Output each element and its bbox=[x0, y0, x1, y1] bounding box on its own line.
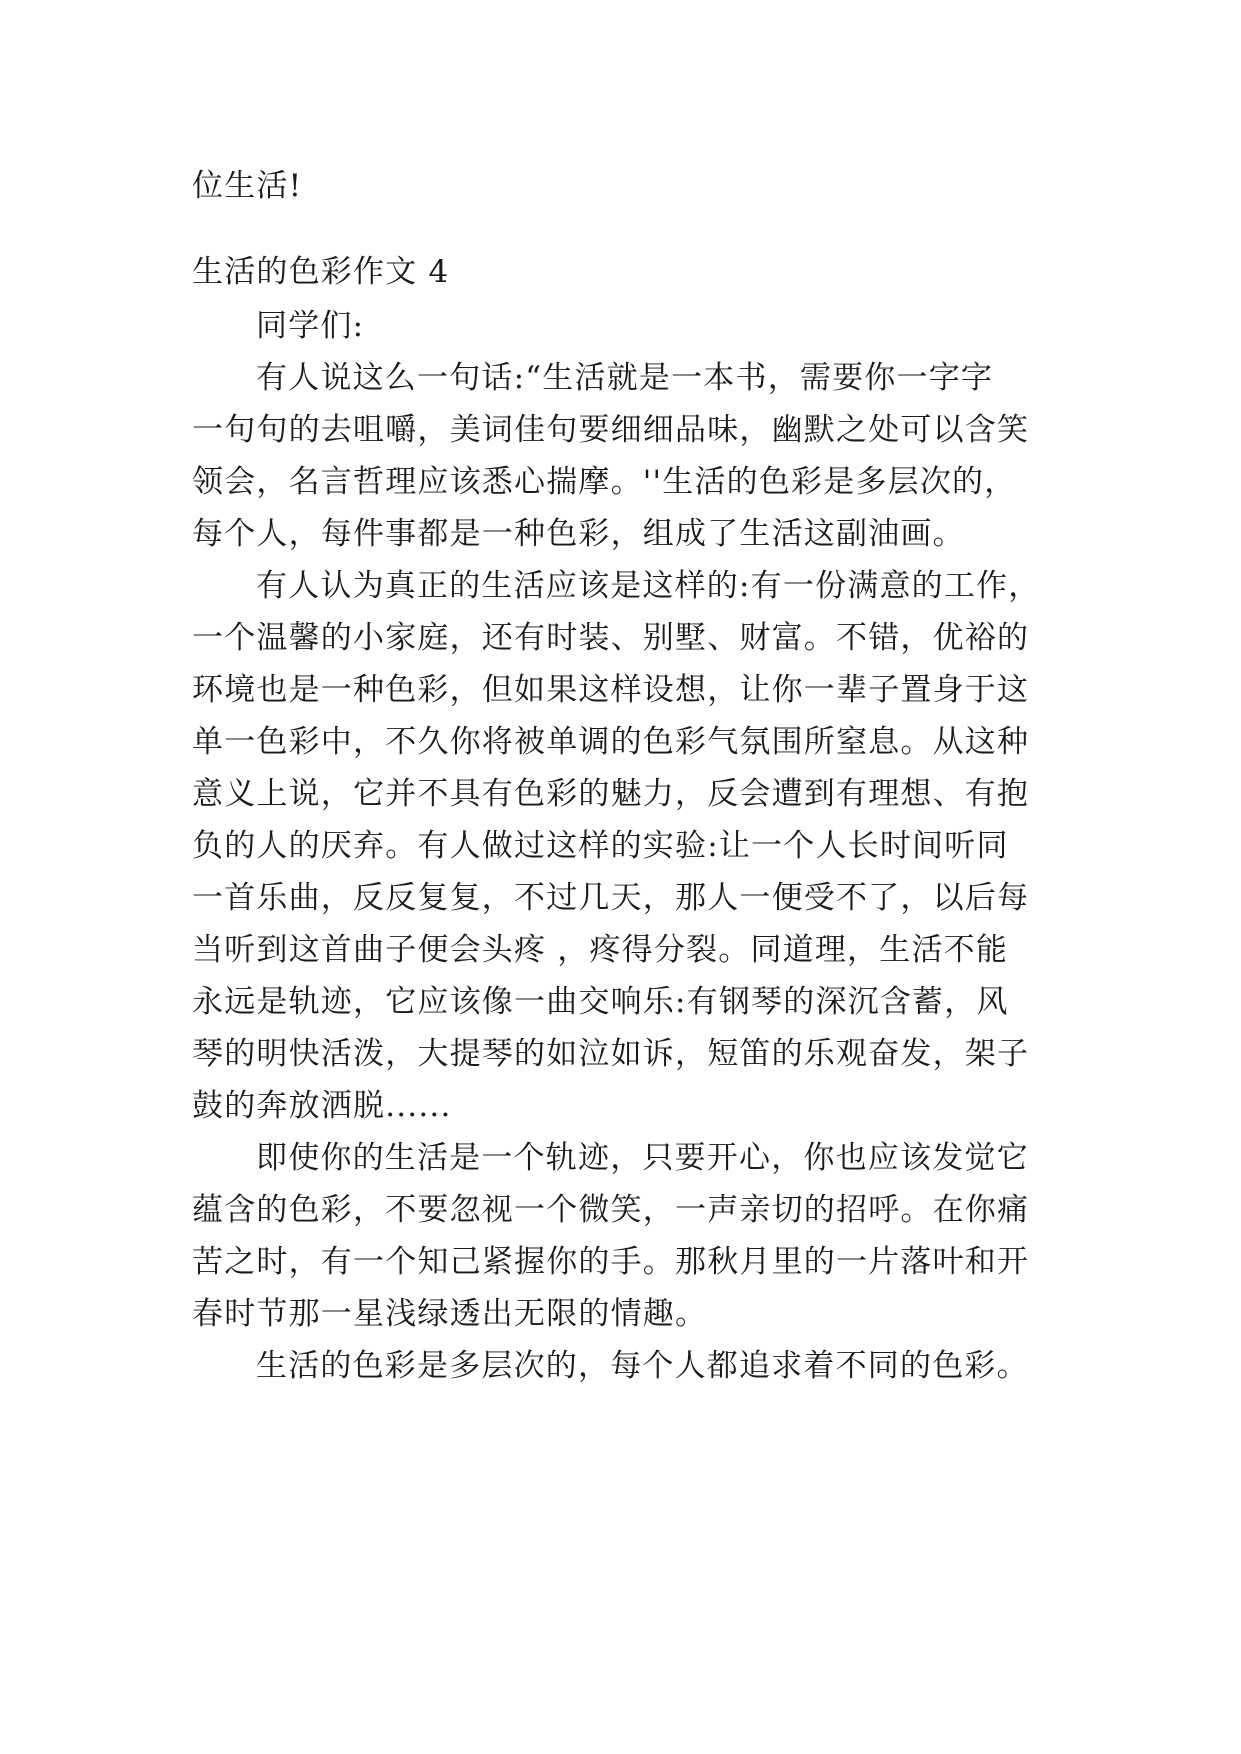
paragraph-2-line-5: 意义上说，它并不具有色彩的魅力，反会遭到有理想、有抱 bbox=[192, 776, 1030, 812]
paragraph-4-line-1: 生活的色彩是多层次的，每个人都追求着不同的色彩。 bbox=[256, 1348, 1029, 1384]
paragraph-2-line-2: 一个温馨的小家庭，还有时装、别墅、财富。不错，优裕的 bbox=[192, 620, 1030, 656]
paragraph-1-line-2: 一句句的去咀嚼，美词佳句要细细品味，幽默之处可以含笑 bbox=[192, 412, 1030, 448]
paragraph-3-line-3: 苦之时，有一个知己紧握你的手。那秋月里的一片落叶和开 bbox=[192, 1244, 1030, 1280]
paragraph-3-line-4: 春时节那一星浅绿透出无限的情趣。 bbox=[192, 1296, 708, 1332]
salutation-line: 同学们: bbox=[256, 308, 365, 344]
continuation-line: 位生活! bbox=[192, 168, 303, 204]
paragraph-2-line-3: 环境也是一种色彩，但如果这样设想，让你一辈子置身于这 bbox=[192, 672, 1030, 708]
paragraph-2-line-11: 鼓的奔放洒脱...... bbox=[192, 1088, 452, 1124]
essay-heading: 生活的色彩作文 4 bbox=[192, 254, 450, 290]
paragraph-3-line-2: 蕴含的色彩，不要忽视一个微笑，一声亲切的招呼。在你痛 bbox=[192, 1192, 1030, 1228]
paragraph-2-line-8: 当听到这首曲子便会头疼 ，疼得分裂。同道理，生活不能 bbox=[192, 932, 1009, 968]
paragraph-3-line-1: 即使你的生活是一个轨迹，只要开心，你也应该发觉它 bbox=[256, 1140, 1029, 1176]
paragraph-1-line-1: 有人说这么一句话:“生活就是一本书，需要你一字字 bbox=[256, 360, 994, 396]
paragraph-2-line-6: 负的人的厌弃。有人做过这样的实验:让一个人长时间听同 bbox=[192, 828, 1009, 864]
paragraph-2-line-7: 一首乐曲，反反复复，不过几天，那人一便受不了，以后每 bbox=[192, 880, 1030, 916]
paragraph-2-line-4: 单一色彩中，不久你将被单调的色彩气氛围所窒息。从这种 bbox=[192, 724, 1030, 760]
paragraph-2-line-9: 永远是轨迹，它应该像一曲交响乐:有钢琴的深沉含蓄，风 bbox=[192, 984, 1009, 1020]
paragraph-2-line-1: 有人认为真正的生活应该是这样的:有一份满意的工作， bbox=[256, 568, 1041, 604]
paragraph-2-line-10: 琴的明快活泼，大提琴的如泣如诉，短笛的乐观奋发，架子 bbox=[192, 1036, 1030, 1072]
paragraph-1-line-4: 每个人，每件事都是一种色彩，组成了生活这副油画。 bbox=[192, 516, 965, 552]
paragraph-1-line-3: 领会，名言哲理应该悉心揣摩。''生活的色彩是多层次的， bbox=[192, 464, 1017, 500]
